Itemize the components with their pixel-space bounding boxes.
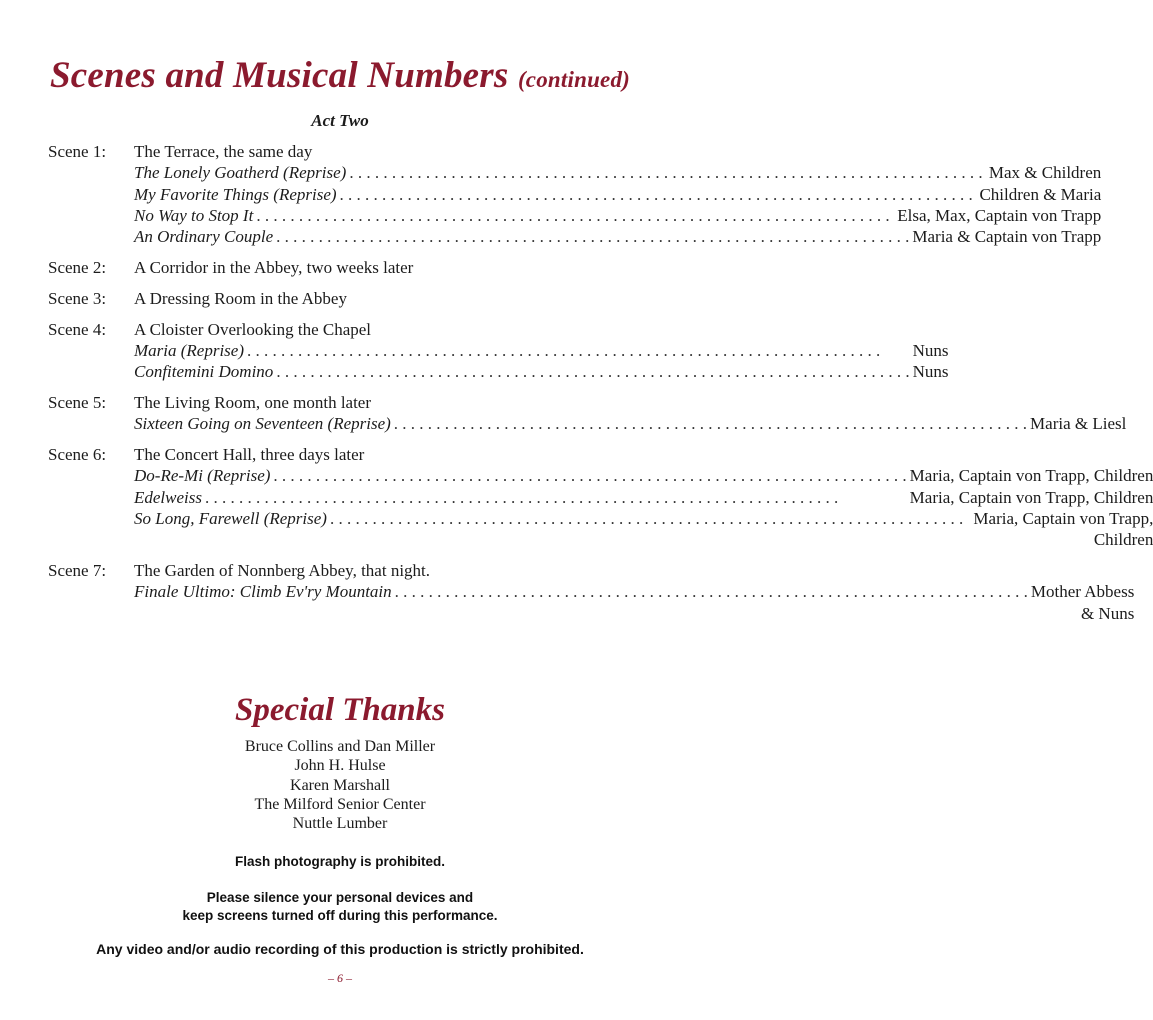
song-performers: Maria, Captain von Trapp, Children xyxy=(909,466,1153,486)
devices-notice-line1: Please silence your personal devices and xyxy=(206,890,474,905)
song-performers: Nuns xyxy=(912,340,949,360)
scene-body xyxy=(134,141,1101,247)
scene-setting: The Garden of Nonnberg Abbey, that night. xyxy=(134,561,431,581)
song-title: So Long, Farewell (Reprise) xyxy=(134,508,327,528)
scene-row xyxy=(48,560,1135,624)
song-performers: Children & Maria xyxy=(979,184,1102,204)
scene-setting: A Corridor in the Abbey, two weeks later xyxy=(134,257,414,277)
dot-leader xyxy=(391,413,1030,434)
flash-notice: Flash photography is prohibited. xyxy=(234,854,445,869)
scene-setting: The Concert Hall, three days later xyxy=(134,445,365,465)
song-title: Maria (Reprise) xyxy=(134,340,245,360)
song-title: My Favorite Things (Reprise) xyxy=(134,184,337,204)
scene-body xyxy=(134,257,626,278)
song-row xyxy=(134,162,1101,183)
scene-row xyxy=(48,392,1127,435)
thanks-name: The Milford Senior Center xyxy=(254,795,426,813)
song-title: Sixteen Going on Seventeen (Reprise) xyxy=(134,414,391,434)
scene-label: Scene 2: xyxy=(48,257,107,277)
act-heading: Act Two xyxy=(311,111,369,130)
dot-leader xyxy=(244,340,913,361)
scene-row xyxy=(48,288,626,309)
scene-label: Scene 7: xyxy=(48,561,107,581)
song-title: An Ordinary Couple xyxy=(134,227,274,247)
song-performers: Mother Abbess xyxy=(1030,582,1135,602)
song-row xyxy=(134,581,1134,602)
scene-body xyxy=(134,444,1153,550)
dot-leader xyxy=(273,361,912,382)
scene-body xyxy=(134,319,948,383)
dot-leader xyxy=(202,487,910,508)
song-title: Confitemini Domino xyxy=(134,362,274,382)
scene-body xyxy=(134,392,1126,435)
song-performers: Maria, Captain von Trapp, Children xyxy=(909,487,1153,507)
song-performers: Nuns xyxy=(912,362,949,382)
song-row xyxy=(134,508,1153,529)
dot-leader xyxy=(327,508,973,529)
song-row xyxy=(134,487,1153,508)
dot-leader xyxy=(253,205,897,226)
thanks-name: Nuttle Lumber xyxy=(292,815,388,833)
song-performers: Max & Children xyxy=(988,163,1102,183)
song-title: Do-Re-Mi (Reprise) xyxy=(134,466,271,486)
scene-body xyxy=(134,288,626,309)
page-title xyxy=(0,54,680,97)
scene-list xyxy=(48,141,1153,633)
song-row xyxy=(134,361,948,382)
page-number: – 6 – xyxy=(328,971,352,985)
scene-row xyxy=(48,141,1102,247)
special-thanks-list xyxy=(0,737,680,833)
song-row xyxy=(134,205,1101,226)
song-row xyxy=(134,413,1126,434)
song-performers: Maria & Captain von Trapp xyxy=(912,227,1102,247)
song-performers-continued: & Nuns xyxy=(1080,603,1135,623)
song-row xyxy=(134,465,1153,486)
thanks-name: Bruce Collins and Dan Miller xyxy=(244,738,436,755)
devices-notice-line2: keep screens turned off during this performance. xyxy=(182,908,498,923)
song-title: The Lonely Goatherd (Reprise) xyxy=(134,163,347,183)
song-performers: Elsa, Max, Captain von Trapp xyxy=(897,205,1102,225)
scene-label: Scene 1: xyxy=(48,142,107,161)
dot-leader xyxy=(337,184,980,205)
song-performers: Maria & Liesl xyxy=(1030,414,1127,434)
scene-label: Scene 3: xyxy=(48,288,107,308)
scene-label: Scene 6: xyxy=(48,445,107,465)
dot-leader xyxy=(346,162,989,183)
song-row xyxy=(134,184,1101,205)
title-main: Scenes and Musical Numbers xyxy=(49,55,509,96)
scene-row xyxy=(48,444,1153,550)
scene-body xyxy=(134,560,1134,624)
scene-setting: The Living Room, one month later xyxy=(134,392,372,412)
song-performers: Maria, Captain von Trapp, xyxy=(973,508,1153,528)
scene-row xyxy=(48,257,626,278)
scene-label: Scene 5: xyxy=(48,392,107,412)
dot-leader xyxy=(392,581,1031,602)
song-row xyxy=(134,340,948,361)
recording-notice: Any video and/or audio recording of this production is strictly prohibited. xyxy=(96,941,584,957)
song-title: Finale Ultimo: Climb Ev'ry Mountain xyxy=(134,582,392,602)
dot-leader xyxy=(270,465,909,486)
scene-setting: A Cloister Overlooking the Chapel xyxy=(134,319,372,339)
special-thanks-title: Special Thanks xyxy=(235,692,445,728)
thanks-name: John H. Hulse xyxy=(294,757,386,775)
title-suffix: (continued) xyxy=(517,67,631,92)
scene-row xyxy=(48,319,949,383)
scene-setting: A Dressing Room in the Abbey xyxy=(134,288,347,308)
devices-notice xyxy=(0,889,680,925)
song-title: Edelweiss xyxy=(134,487,202,507)
scene-setting: The Terrace, the same day xyxy=(134,142,313,161)
song-row xyxy=(134,226,1101,247)
song-performers-continued: Children xyxy=(1093,530,1153,550)
thanks-name: Karen Marshall xyxy=(290,776,390,794)
scene-label: Scene 4: xyxy=(48,319,107,339)
song-title: No Way to Stop It xyxy=(134,205,254,225)
dot-leader xyxy=(273,226,912,247)
